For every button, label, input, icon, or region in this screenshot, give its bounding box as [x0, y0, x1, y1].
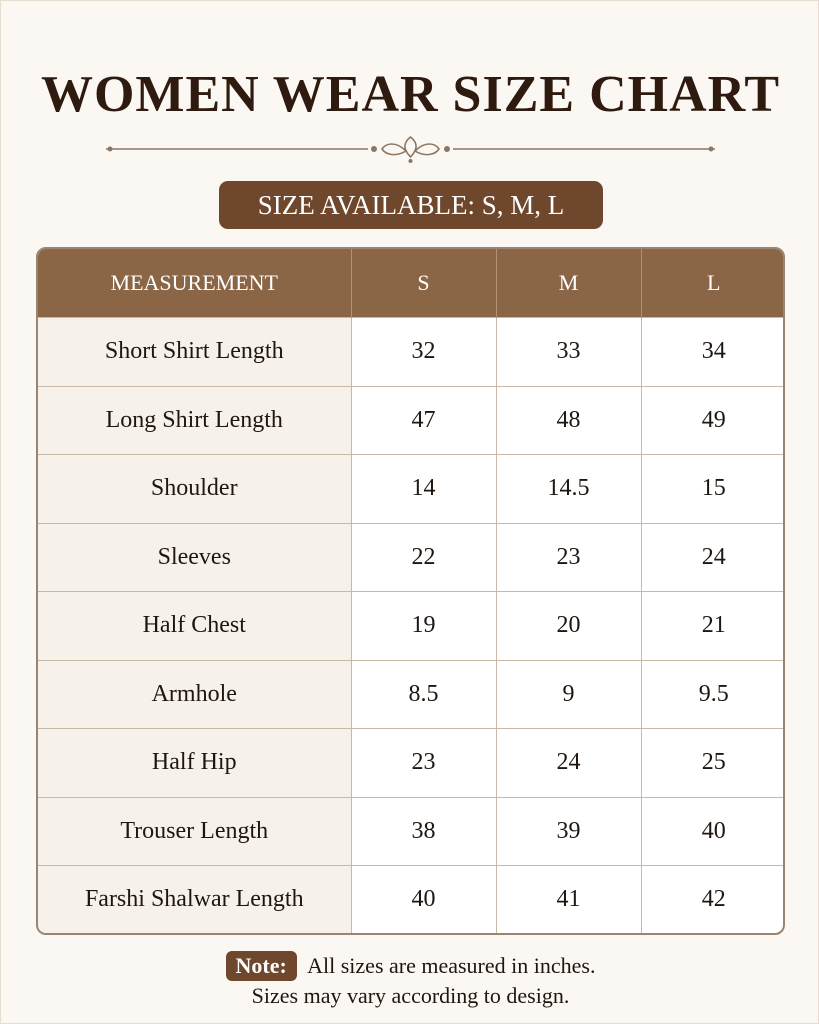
value-l: 9.5 — [641, 660, 785, 729]
header-size-l: L — [641, 249, 785, 318]
value-s: 22 — [351, 523, 496, 592]
size-table — [38, 249, 785, 933]
measurement-label: Sleeves — [38, 523, 351, 592]
value-s: 47 — [351, 386, 496, 455]
size-available-badge: SIZE AVAILABLE: S, M, L — [219, 181, 603, 229]
table-row — [38, 660, 785, 729]
value-s: 8.5 — [351, 660, 496, 729]
value-l: 15 — [641, 455, 785, 524]
size-table-container — [36, 247, 785, 935]
table-row — [38, 455, 785, 524]
value-s: 14 — [351, 455, 496, 524]
measurement-label: Armhole — [38, 660, 351, 729]
value-l: 34 — [641, 318, 785, 387]
value-s: 40 — [351, 866, 496, 933]
footer-note — [1, 951, 819, 1011]
table-row — [38, 318, 785, 387]
value-m: 33 — [496, 318, 641, 387]
table-row — [38, 592, 785, 661]
measurement-label: Half Hip — [38, 729, 351, 798]
value-l: 49 — [641, 386, 785, 455]
ornament-divider-icon — [106, 131, 715, 167]
header-size-s: S — [351, 249, 496, 318]
table-row — [38, 866, 785, 933]
value-s: 32 — [351, 318, 496, 387]
value-l: 25 — [641, 729, 785, 798]
value-s: 38 — [351, 797, 496, 866]
value-m: 14.5 — [496, 455, 641, 524]
value-m: 39 — [496, 797, 641, 866]
value-l: 21 — [641, 592, 785, 661]
value-m: 20 — [496, 592, 641, 661]
note-text-2: Sizes may vary according to design. — [251, 983, 570, 1008]
value-m: 48 — [496, 386, 641, 455]
table-row — [38, 523, 785, 592]
value-l: 40 — [641, 797, 785, 866]
measurement-label: Farshi Shalwar Length — [38, 866, 351, 933]
measurement-label: Shoulder — [38, 455, 351, 524]
value-s: 23 — [351, 729, 496, 798]
table-row — [38, 729, 785, 798]
header-size-m: M — [496, 249, 641, 318]
measurement-label: Trouser Length — [38, 797, 351, 866]
page-title: WOMEN WEAR SIZE CHART — [40, 66, 781, 123]
note-text-1: All sizes are measured in inches. — [307, 953, 596, 978]
table-row — [38, 797, 785, 866]
measurement-label: Half Chest — [38, 592, 351, 661]
note-tag: Note: — [226, 951, 297, 981]
table-row — [38, 386, 785, 455]
value-m: 9 — [496, 660, 641, 729]
measurement-label: Long Shirt Length — [38, 386, 351, 455]
note-line-1 — [1, 951, 819, 981]
value-s: 19 — [351, 592, 496, 661]
value-m: 23 — [496, 523, 641, 592]
value-l: 42 — [641, 866, 785, 933]
measurement-label: Short Shirt Length — [38, 318, 351, 387]
header-measurement: MEASUREMENT — [38, 249, 351, 318]
table-header-row — [38, 249, 785, 318]
value-l: 24 — [641, 523, 785, 592]
value-m: 24 — [496, 729, 641, 798]
value-m: 41 — [496, 866, 641, 933]
